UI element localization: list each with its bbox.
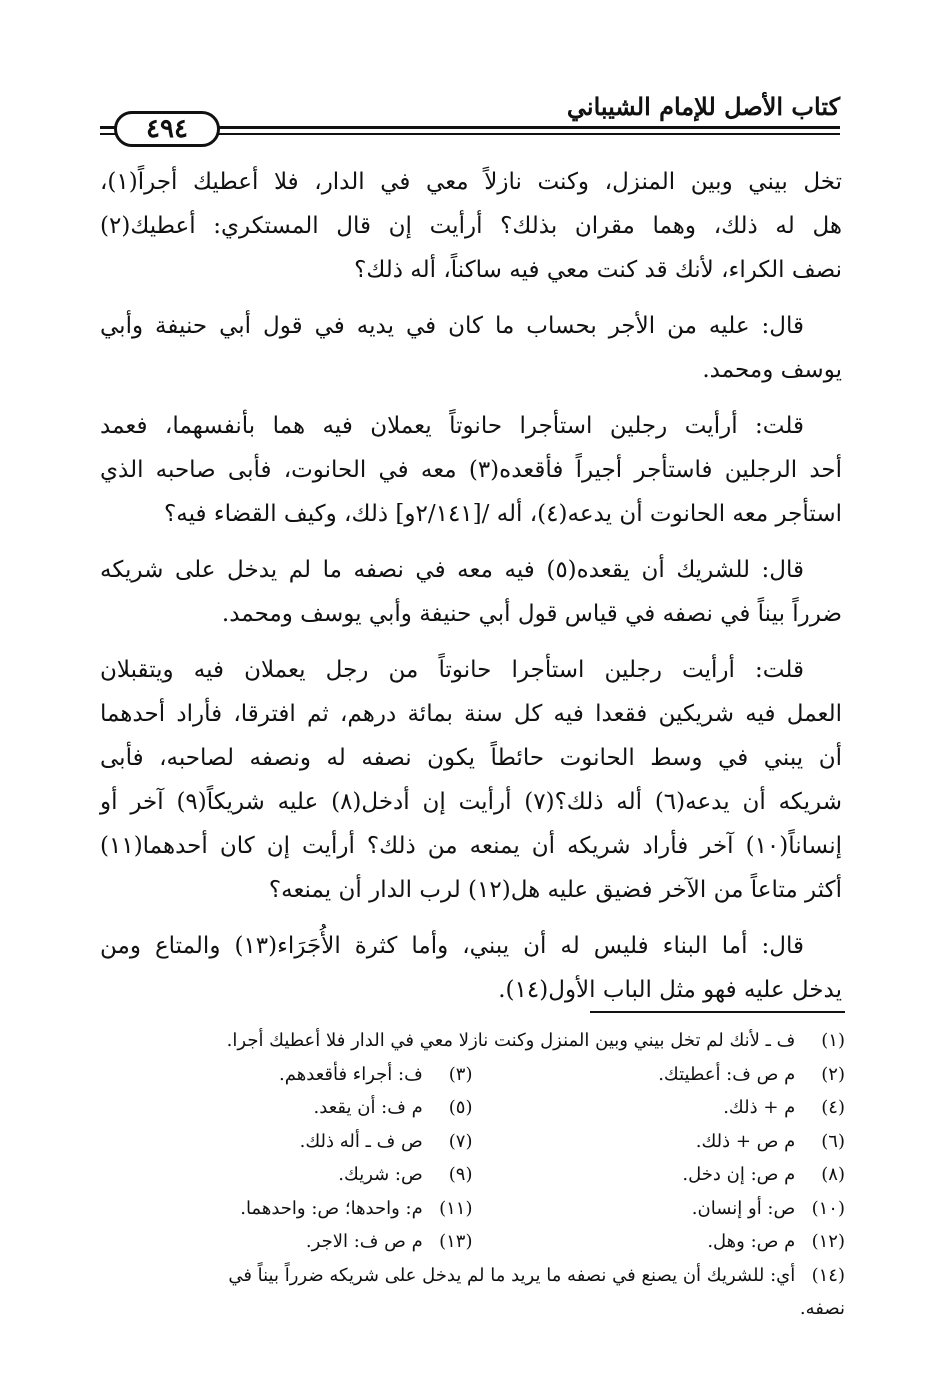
footnote-row	[100, 1259, 845, 1326]
footnote-text: ص: أو إنسان.	[691, 1197, 796, 1219]
footnote-number: (٨)	[821, 1164, 845, 1185]
text-line: إنساناً(١٠) آخر فأراد شريكه أن يمنعه من ذلك؟ أرأيت إن كان أحدهما(١١)	[100, 833, 842, 859]
footnote-text: ف: أجراء فأقعدهم.	[279, 1063, 423, 1085]
text-line: أحد الرجلين فاستأجر أجيراً فأقعده(٣) معه في الحانوت، فأبى صاحبه الذي	[100, 457, 842, 483]
text-line: قال: عليه من الأجر بحساب ما كان في يديه في قول أبي حنيفة وأبي	[100, 313, 804, 339]
footnote-row	[100, 1024, 845, 1058]
text-line: قال: للشريك أن يقعده(٥) فيه معه في نصفه ما لم يدخل على شريكه	[100, 557, 804, 583]
footnote-row	[100, 1225, 845, 1259]
footnote-text: م ص: وهل.	[707, 1231, 796, 1252]
footnote-row	[100, 1158, 845, 1192]
text-line: قلت: أرأيت رجلين استأجرا حانوتاً من رجل يعملان فيه ويتقبلان	[100, 657, 804, 683]
footnote-text: ص: شريك.	[338, 1164, 423, 1185]
footnote-number: (٥)	[448, 1097, 473, 1118]
footnote-row	[100, 1125, 845, 1159]
paragraph	[100, 304, 842, 392]
footnote-number: (٣)	[448, 1063, 473, 1085]
footnote-text: م ص + ذلك.	[695, 1130, 796, 1152]
footnote-text: ف ـ لأنك لم تخل بيني وبين المنزل وكنت نازلا معي في الدار فلا أعطيك أجرا.	[226, 1030, 796, 1051]
page-number: ٤٩٤	[146, 114, 188, 144]
footnote-10	[473, 1192, 846, 1226]
footnote-text: م: واحدها؛ ص: واحدهما.	[240, 1197, 423, 1219]
paragraph	[100, 648, 842, 912]
footnote-number: (١٤)	[811, 1264, 845, 1286]
footnote-row	[100, 1091, 845, 1125]
paragraph	[100, 404, 842, 536]
text-line: قلت: أرأيت رجلين استأجرا حانوتاً يعملان فيه هما بأنفسهما، فعمد	[100, 413, 804, 439]
footnote-number: (١١)	[439, 1197, 473, 1219]
footnote-6	[473, 1125, 846, 1159]
footnote-text-continuation: نصفه.	[799, 1298, 845, 1319]
text-line: أن يبني في وسط الحانوت حائطاً يكون نصفه له ونصفه لصاحبه، فأبى	[100, 745, 842, 771]
text-line: أكثر متاعاً من الآخر فضيق عليه هل(١٢) لرب الدار أن يمنعه؟	[268, 877, 842, 903]
footnote-number: (١٢)	[811, 1231, 845, 1252]
text-line: تخل بيني وبين المنزل، وكنت نازلاً معي في الدار، فلا أعطيك أجراً(١)،	[100, 169, 842, 195]
page-number-badge	[114, 111, 220, 147]
paragraph	[100, 924, 842, 1012]
footnote-number: (٢)	[821, 1063, 845, 1085]
footnote-text: م + ذلك.	[723, 1097, 796, 1118]
footnote-4	[473, 1091, 846, 1125]
running-header-title: كتاب الأصل للإمام الشيباني	[566, 92, 840, 121]
text-line: ضرراً بيناً في نصفه في قياس قول أبي حنيفة وأبي يوسف ومحمد.	[221, 601, 842, 627]
paragraph	[100, 548, 842, 636]
footnote-14	[100, 1259, 845, 1326]
text-line: شريكه أن يدعه(٦) أله ذلك؟(٧) أرأيت إن أدخل(٨) عليه شريكاً(٩) آخر أو	[100, 789, 842, 815]
footnote-9	[100, 1158, 473, 1192]
footnote-number: (١٠)	[811, 1197, 845, 1219]
footnote-number: (١٣)	[439, 1231, 473, 1252]
footnote-text: م ف: أن يقعد.	[313, 1097, 423, 1118]
footnote-text: أي: للشريك أن يصنع في نصفه ما يريد ما لم يدخل على شريكه ضرراً بيناً في	[228, 1264, 796, 1286]
footnote-3	[100, 1058, 473, 1092]
footnote-number: (١)	[821, 1030, 845, 1051]
footnote-text: م ص ف: أعطيتك.	[658, 1063, 796, 1085]
text-line: استأجر معه الحانوت أن يدعه(٤)، أله /[٢/١٤١و] ذلك، وكيف القضاء فيه؟	[164, 501, 842, 527]
paragraph	[100, 160, 842, 292]
footnote-number: (٦)	[821, 1130, 845, 1152]
footnote-text: ص ف ـ أله ذلك.	[299, 1130, 423, 1152]
footnotes	[100, 1024, 845, 1326]
footnote-number: (٧)	[448, 1130, 473, 1152]
footnote-row	[100, 1192, 845, 1226]
footnote-2	[473, 1058, 846, 1092]
footnote-7	[100, 1125, 473, 1159]
text-line: نصف الكراء، لأنك قد كنت معي فيه ساكناً، أله ذلك؟	[354, 257, 842, 283]
footnote-1	[100, 1024, 845, 1058]
footnote-11	[100, 1192, 473, 1226]
text-line: يوسف ومحمد.	[702, 357, 842, 383]
footnote-separator	[590, 1011, 845, 1013]
footnote-8	[473, 1158, 846, 1192]
footnote-13	[100, 1225, 473, 1259]
footnote-text: م ص ف: الاجر.	[305, 1231, 423, 1252]
footnote-number: (٤)	[821, 1097, 845, 1118]
footnote-row	[100, 1058, 845, 1092]
text-line: هل له ذلك، وهما مقران بذلك؟ أرأيت إن قال المستكري: أعطيك(٢)	[100, 213, 842, 239]
text-line: يدخل عليه فهو مثل الباب الأول(١٤).	[498, 977, 842, 1003]
footnote-12	[473, 1225, 846, 1259]
main-text	[100, 160, 842, 1024]
footnote-number: (٩)	[448, 1164, 473, 1185]
text-line: قال: أما البناء فليس له أن يبني، وأما كثرة الأُجَرَاء(١٣) والمتاع ومن	[100, 933, 804, 959]
text-line: العمل فيه شريكين فقعدا فيه كل سنة بمائة درهم، ثم افترقا، فأراد أحدهما	[100, 701, 842, 727]
footnote-5	[100, 1091, 473, 1125]
footnote-text: م ص: إن دخل.	[682, 1164, 796, 1185]
